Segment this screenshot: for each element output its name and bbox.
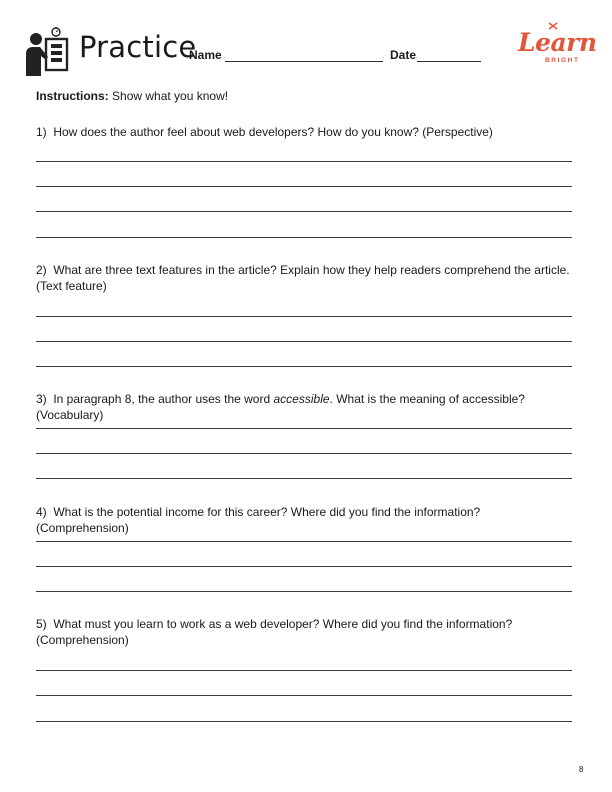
answer-line[interactable] <box>36 670 572 671</box>
logo-subtext: BRIGHT <box>545 57 580 64</box>
page-title: Practice <box>79 30 197 64</box>
instructions-label: Instructions: <box>36 89 109 103</box>
answer-line[interactable] <box>36 453 572 454</box>
question-number: 5) <box>36 617 47 631</box>
question-text: What are three text features in the article? Explain how they help readers comprehend the article. (Text feature) <box>36 263 570 293</box>
teacher-at-chart-icon <box>24 26 72 76</box>
answer-line[interactable] <box>36 366 572 367</box>
question-number: 1) <box>36 125 47 139</box>
question-text: . What is the meaning of accessible? (Vocabulary) <box>36 392 525 422</box>
answer-line[interactable] <box>36 541 572 542</box>
question-text: How does the author feel about web developers? How do you know? (Perspective) <box>53 125 493 139</box>
answer-line[interactable] <box>36 428 572 429</box>
question-number: 2) <box>36 263 47 277</box>
question-1 <box>36 124 576 140</box>
instructions-text: Show what you know! <box>112 89 229 103</box>
date-field[interactable] <box>417 61 481 62</box>
answer-line[interactable] <box>36 211 572 212</box>
question-text: In paragraph 8, the author uses the word <box>53 392 271 406</box>
answer-line[interactable] <box>36 161 572 162</box>
question-number: 4) <box>36 505 47 519</box>
question-5 <box>36 616 516 648</box>
answer-line[interactable] <box>36 186 572 187</box>
learn-bright-logo <box>518 28 597 68</box>
vocabulary-word: accessible <box>273 392 330 406</box>
answer-line[interactable] <box>36 341 572 342</box>
answer-line[interactable] <box>36 721 572 722</box>
instructions <box>36 89 228 103</box>
answer-line[interactable] <box>36 566 572 567</box>
answer-line[interactable] <box>36 478 572 479</box>
name-field[interactable] <box>225 61 383 62</box>
page-number: 8 <box>579 765 584 774</box>
answer-line[interactable] <box>36 237 572 238</box>
question-3 <box>36 391 576 423</box>
question-4 <box>36 504 576 536</box>
date-label: Date <box>390 48 417 62</box>
name-label: Name <box>189 48 222 62</box>
answer-line[interactable] <box>36 591 572 592</box>
answer-line[interactable] <box>36 695 572 696</box>
answer-line[interactable] <box>36 316 572 317</box>
question-number: 3) <box>36 392 47 406</box>
question-text: What is the potential income for this career? Where did you find the information? (Comprehension) <box>36 505 481 535</box>
question-text: What must you learn to work as a web developer? Where did you find the information? (Comprehension) <box>36 617 513 647</box>
question-2 <box>36 262 576 294</box>
logo-wordmark: Learn <box>518 28 597 57</box>
